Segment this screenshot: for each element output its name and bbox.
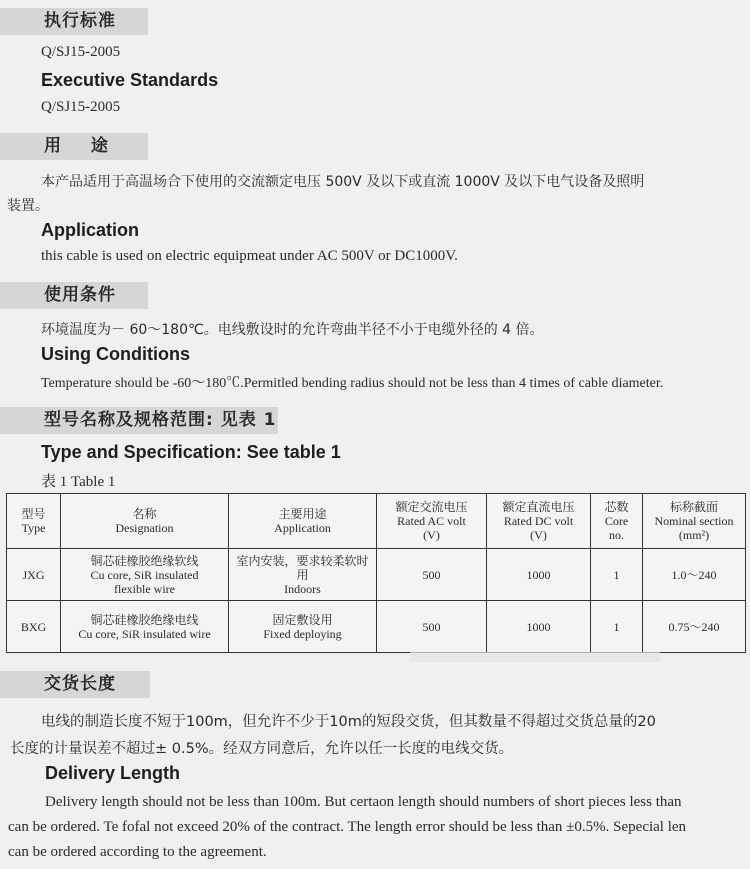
cell-section: 0.75～240 <box>643 601 746 653</box>
cell-core: 1 <box>591 549 643 601</box>
header-dc-volt-en: Rated DC volt <box>503 514 574 528</box>
header-ac-volt-cn: 额定交流电压 <box>395 500 468 514</box>
cell-application-en: Fixed deploying <box>263 626 342 641</box>
header-ac-volt-unit: (V) <box>423 528 440 542</box>
cell-ac-volt: 500 <box>377 601 487 653</box>
cell-application-cn: 固定敷设用 <box>272 612 333 627</box>
standard-code-en: Q/SJ15-2005 <box>41 99 121 115</box>
delivery-text-en-1: Delivery length should not be less than 100m. But certaon length should numbers of short pieces less than <box>45 794 682 810</box>
cell-core: 1 <box>591 601 643 653</box>
section-title-standard-cn: 执行标准 <box>44 11 116 31</box>
header-dc-volt-unit: (V) <box>530 528 547 542</box>
cell-designation-cn: 铜芯硅橡胶绝缘软线 <box>90 553 199 568</box>
section-title-standard-en: Executive Standards <box>41 70 219 90</box>
spec-table <box>6 493 746 653</box>
cell-application-en: Indoors <box>284 581 321 596</box>
section-band-standard <box>0 8 148 35</box>
cell-type: BXG <box>7 601 61 653</box>
delivery-text-cn-2: 长度的计量误差不超过± 0.5%。经双方同意后，允许以任一长度的电线交货。 <box>10 741 514 757</box>
conditions-text-cn: 环境温度为－ 60～180℃。电线敷设时的允许弯曲半径不小于电缆外径的 4 倍。 <box>41 322 544 338</box>
section-title-conditions-cn: 使用条件 <box>44 285 116 305</box>
cell-dc-volt: 1000 <box>487 601 591 653</box>
header-dc-volt-cn: 额定直流电压 <box>502 500 575 514</box>
cell-designation-en-1: Cu core, SiR insulated wire <box>78 626 211 641</box>
section-title-type-spec-cn: 型号名称及规格范围: 见表 1 <box>44 410 277 430</box>
cell-designation <box>61 549 229 601</box>
section-title-application-cn: 用 途 <box>44 136 109 156</box>
header-type-cn: 型号 <box>21 507 46 521</box>
cell-designation-en-1: Cu core, SiR insulated <box>90 567 199 582</box>
application-text-en: this cable is used on electric equipmeat under AC 500V or DC1000V. <box>41 248 458 264</box>
table-header-row <box>7 494 746 549</box>
header-designation-cn: 名称 <box>132 507 157 521</box>
delivery-text-en-3: can be ordered according to the agreement. <box>8 844 267 860</box>
section-band-type-spec <box>0 407 278 434</box>
section-title-application-en: Application <box>41 220 139 240</box>
section-band-application <box>0 133 148 160</box>
header-section <box>643 494 746 549</box>
delivery-text-en-2: can be ordered. Te fofal not exceed 20% of the contract. The length error should be less than ±0.5%. Sepecial len <box>8 819 687 835</box>
cell-designation-cn: 铜芯硅橡胶绝缘电线 <box>90 612 199 627</box>
header-application-cn: 主要用途 <box>278 507 327 521</box>
header-type <box>7 494 61 549</box>
faded-bleed-through <box>410 652 660 662</box>
cell-section: 1.0～240 <box>643 549 746 601</box>
application-text-cn-2: 装置。 <box>7 198 49 214</box>
header-section-unit: (mm²) <box>678 528 710 542</box>
header-type-en: Type <box>21 521 46 535</box>
header-core-cn: 芯数 <box>604 500 629 514</box>
cell-application-cn: 室内安装，要求较柔软时用 <box>236 553 369 582</box>
header-dc-volt <box>487 494 591 549</box>
header-ac-volt <box>377 494 487 549</box>
cell-application <box>229 601 377 653</box>
header-section-cn: 标称截面 <box>669 500 718 514</box>
header-core-en: Core <box>604 514 629 528</box>
cell-designation <box>61 601 229 653</box>
cell-type: JXG <box>7 549 61 601</box>
section-title-delivery-en: Delivery Length <box>45 763 181 783</box>
application-text-cn-1: 本产品适用于高温场合下使用的交流额定电压 500V 及以下或直流 1000V 及以下电气设备及照明 <box>41 174 645 190</box>
header-core-unit: no. <box>609 528 624 542</box>
section-title-type-spec-en: Type and Specification: See table 1 <box>41 442 341 462</box>
standard-code-cn: Q/SJ15-2005 <box>41 44 121 60</box>
section-title-delivery-cn: 交货长度 <box>44 674 116 694</box>
header-ac-volt-en: Rated AC volt <box>397 514 466 528</box>
cell-designation-en-2: flexible wire <box>114 581 175 596</box>
table-caption: 表 1 Table 1 <box>41 474 116 490</box>
cell-application <box>229 549 377 601</box>
table-row <box>7 549 746 601</box>
conditions-text-en: Temperature should be -60～180℃.Permitled bending radius should not be less than 4 times of cable diameter. <box>41 376 664 391</box>
cell-dc-volt: 1000 <box>487 549 591 601</box>
header-application <box>229 494 377 549</box>
cell-ac-volt: 500 <box>377 549 487 601</box>
delivery-text-cn-1: 电线的制造长度不短于100m，但允许不少于10m的短段交货，但其数量不得超过交货总量的20 <box>41 714 656 730</box>
table-row <box>7 601 746 653</box>
header-core <box>591 494 643 549</box>
header-designation <box>61 494 229 549</box>
header-application-en: Application <box>274 521 331 535</box>
section-title-conditions-en: Using Conditions <box>41 344 190 364</box>
section-band-delivery <box>0 671 150 698</box>
header-section-en: Nominal section <box>654 514 734 528</box>
header-designation-en: Designation <box>115 521 174 535</box>
section-band-conditions <box>0 282 148 309</box>
